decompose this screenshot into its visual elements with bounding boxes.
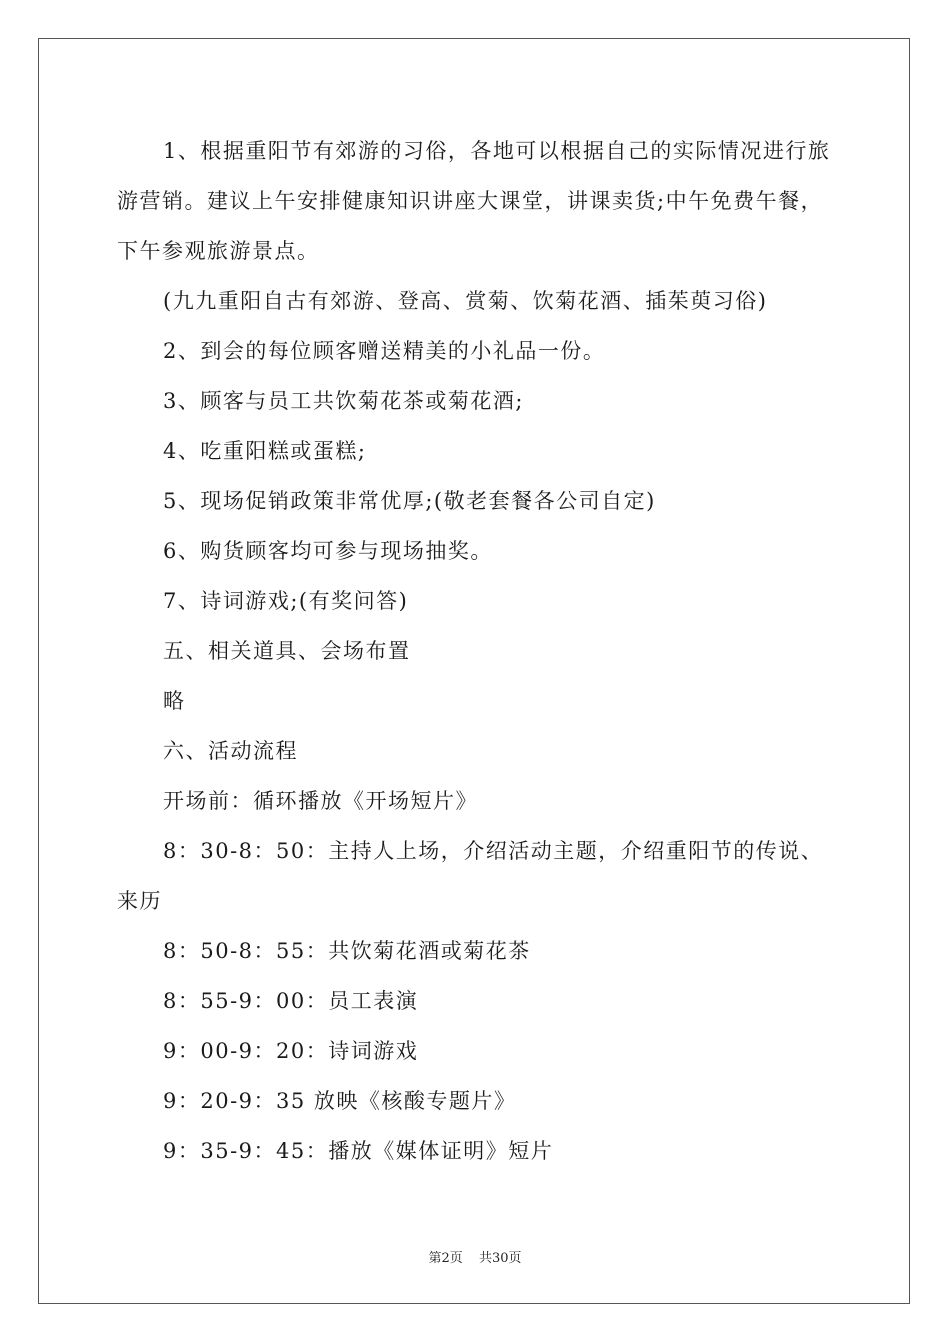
paragraph-5: 4、吃重阳糕或蛋糕;: [163, 439, 367, 463]
page-footer: [0, 1247, 950, 1266]
paragraph-6: 5、现场促销政策非常优厚;(敬老套餐各公司自定): [163, 489, 656, 513]
paragraph-4: 3、顾客与员工共饮菊花茶或菊花酒;: [163, 389, 524, 413]
paragraph-8: 7、诗词游戏;(有奖问答): [163, 589, 409, 613]
schedule-item-5: 9：20-9：35 放映《核酸专题片》: [163, 1089, 517, 1113]
paragraph-2: (九九重阳自古有郊游、登高、赏菊、饮菊花酒、插茱萸习俗): [163, 289, 768, 313]
page-number: 第2页: [428, 1251, 463, 1266]
schedule-item-6: 9：35-9：45：播放《媒体证明》短片: [163, 1139, 554, 1163]
page-total: 共30页: [478, 1251, 522, 1266]
paragraph-omitted: 略: [163, 689, 186, 713]
paragraph-3: 2、到会的每位顾客赠送精美的小礼品一份。: [163, 339, 606, 363]
paragraph-7: 6、购货顾客均可参与现场抽奖。: [163, 539, 493, 563]
schedule-item-1: 8：30-8：50：主持人上场，介绍活动主题，介绍重阳节的传说、来历: [117, 839, 824, 913]
paragraph-1: 1、根据重阳节有郊游的习俗，各地可以根据自己的实际情况进行旅游营销。建议上午安排健康知识讲座大课堂，讲课卖货;中午免费午餐，下午参观旅游景点。: [117, 139, 831, 263]
schedule-item-4: 9：00-9：20：诗词游戏: [163, 1039, 419, 1063]
schedule-item-3: 8：55-9：00：员工表演: [163, 989, 419, 1013]
schedule-item-pre: 开场前：循环播放《开场短片》: [163, 789, 478, 813]
section-heading-6: 六、活动流程: [163, 739, 298, 763]
schedule-item-2: 8：50-8：55：共饮菊花酒或菊花茶: [163, 939, 531, 963]
section-heading-5: 五、相关道具、会场布置: [163, 639, 411, 663]
document-body: [117, 126, 837, 1176]
